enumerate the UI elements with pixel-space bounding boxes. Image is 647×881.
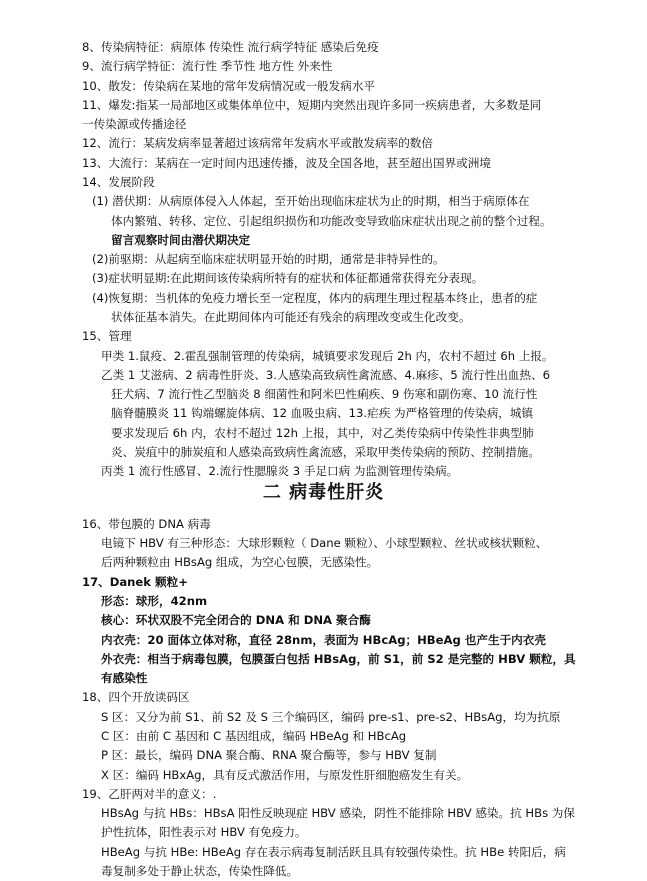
text-line: 炎、炭疽中的肺炭疽和人感染高致病性禽流感，采取甲类传染病的预防、控制措施。	[111, 445, 540, 459]
text-line: 体内繁殖、转移、定位、引起组织损伤和功能改变导致临床症状出现之前的整个过程。	[111, 214, 552, 228]
text-line: 13、大流行：某病在一定时间内迅速传播，波及全国各地，甚至超出国界或洲境	[82, 156, 491, 170]
text-line: 狂犬病、7 流行性乙型脑炎 8 细菌性和阿米巴性痢疾、9 伤寒和副伤寒、10 流行性	[111, 387, 538, 401]
text-line: 要求发现后 6h 内，农村不超过 12h 上报，其中，对乙类传染病中传染性非典型肺	[111, 426, 534, 440]
text-line: 一传染源或传播途径	[82, 117, 187, 131]
text-line: (2)前驱期：从起病至临床症状明显开始的时期，通常是非特异性的。	[92, 252, 445, 266]
section-heading: 二 病毒性肝炎	[262, 482, 385, 503]
text-line: (3)症状明显期:在此期间该传染病所特有的症状和体征都通常获得充分表现。	[92, 271, 484, 285]
text-line: 10、散发：传染病在某地的常年发病情况或一般发病水平	[82, 79, 376, 93]
text-line: (1) 潜伏期：从病原体侵入人体起，至开始出现临床症状为止的时期，相当于病原体在	[92, 194, 530, 208]
text-line: 12、流行：某病发病率显著超过该病常年发病水平或散发病率的数倍	[82, 136, 433, 150]
text-line: 16、带包膜的 DNA 病毒	[82, 517, 211, 531]
text-line: 脑脊髓膜炎 11 钩端螺旋体病、12 血吸虫病、13.疟疾 为严格管理的传染病，城镇	[111, 406, 534, 420]
text-line: 18、四个开放读码区	[82, 690, 190, 704]
text-line: X 区：编码 HBxAg，具有反式激活作用，与原发性肝细胞癌发生有关。	[101, 768, 469, 782]
text-line: 8、传染病特征：病原体 传染性 流行病学特征 感染后免疫	[82, 40, 379, 54]
text-line: 内衣壳：20 面体立体对称，直径 28nm，表面为 HBcAg；HBeAg 也产生于内衣壳	[101, 633, 546, 647]
text-line: 19、乙肝两对半的意义：.	[82, 787, 217, 801]
text-line: 甲类 1.鼠疫、2.霍乱强制管理的传染病，城镇要求发现后 2h 内，农村不超过 6h 上报。	[101, 349, 554, 363]
text-line: C 区：由前 C 基因和 C 基因组成，编码 HBeAg 和 HBcAg	[101, 729, 407, 743]
text-line: S 区：又分为前 S1、前 S2 及 S 三个编码区，编码 pre-s1、pre-s2、HBsAg，均为抗原	[101, 710, 561, 724]
text-line: 外衣壳：相当于病毒包膜，包膜蛋白包括 HBsAg，前 S1，前 S2 是完整的 HBV 颗粒，具	[101, 652, 576, 666]
text-line: HBeAg 与抗 HBe: HBeAg 存在表示病毒复制活跃且具有较强传染性。抗 HBe 转阳后，病	[101, 845, 566, 859]
text-line: HBsAg 与抗 HBs：HBsA 阳性反映现症 HBV 感染，阴性不能排除 HBV 感染。抗 HBs 为保	[101, 806, 575, 820]
text-line: 核心：环状双股不完全闭合的 DNA 和 DNA 聚合酶	[101, 613, 371, 627]
text-line: 14、发展阶段	[82, 175, 155, 189]
text-line: 电镜下 HBV 有三种形态：大球形颗粒（ Dane 颗粒）、小球型颗粒、丝状或核状颗粒、	[101, 536, 548, 550]
text-line: 后两种颗粒由 HBsAg 组成，为空心包膜，无感染性。	[101, 555, 379, 569]
text-line: 17、Danek 颗粒+	[82, 575, 188, 589]
text-line: P 区：最长，编码 DNA 聚合酶、RNA 聚合酶等，参与 HBV 复制	[101, 748, 437, 762]
text-line: (4)恢复期：当机体的免疫力增长至一定程度，体内的病理生理过程基本终止，患者的症	[92, 291, 538, 305]
text-line: 护性抗体，阳性表示对 HBV 有免疫力。	[101, 825, 307, 839]
text-line: 留言观察时间由潜伏期决定	[111, 233, 251, 247]
text-line: 11、爆发:指某一局部地区或集体单位中，短期内突然出现许多同一疾病患者，大多数是同	[82, 98, 542, 112]
text-line: 9、流行病学特征：流行性 季节性 地方性 外来性	[82, 59, 333, 73]
text-line: 毒复制多处于静止状态，传染性降低。	[101, 864, 299, 878]
text-line: 有感染性	[101, 671, 148, 685]
text-line: 15、管理	[82, 329, 132, 343]
text-line: 形态：球形，42nm	[101, 594, 208, 608]
text-line: 丙类 1 流行性感冒、2.流行性腮腺炎 3 手足口病 为监测管理传染病。	[101, 464, 459, 478]
text-line: 乙类 1 艾滋病、2 病毒性肝炎、3.人感染高致病性禽流感、4.麻疹、5 流行性出血热、6	[101, 368, 550, 382]
text-line: 状体征基本消失。在此期间体内可能还有残余的病理改变或生化改变。	[111, 310, 471, 324]
